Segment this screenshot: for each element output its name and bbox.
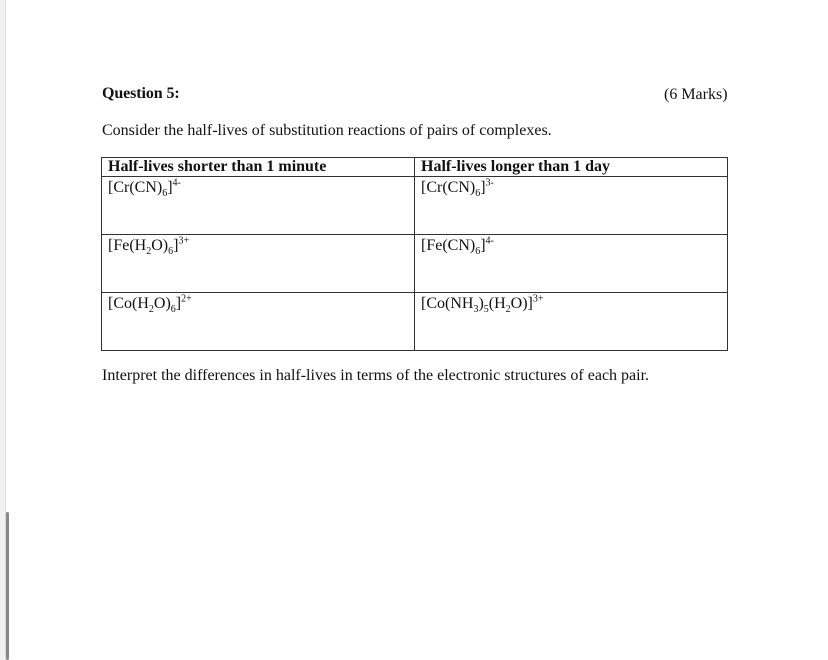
table-row <box>102 235 728 293</box>
table-row <box>102 177 728 235</box>
formula: $[Cr(CN)_6]^{4-}$ <box>108 177 181 200</box>
complex-short-fe <box>102 235 415 293</box>
formula: $[Co(NH_3)_5(H_2O)]^{3+}$ <box>421 293 544 316</box>
complex-long-co <box>415 293 728 351</box>
complex-short-co <box>102 293 415 351</box>
complexes-table <box>101 157 728 351</box>
question-title: Question 5: <box>102 85 180 102</box>
complex-short-cr <box>102 177 415 235</box>
follow-up-prompt: Interpret the differences in half-lives in terms of the electronic structures of each pair. <box>102 367 650 384</box>
header-long-half-lives: Half-lives longer than 1 day <box>415 158 728 177</box>
question-prompt: Consider the half-lives of substitution reactions of pairs of complexes. <box>102 122 552 139</box>
complex-long-cr <box>415 177 728 235</box>
formula: $[Co(H_2O)_6]^{2+}$ <box>108 293 192 316</box>
formula: $[Fe(CN)_6]^{4-}$ <box>421 235 494 258</box>
complex-long-fe <box>415 235 728 293</box>
table-row <box>102 293 728 351</box>
formula: $[Fe(H_2O)_6]^{3+}$ <box>108 235 190 258</box>
marks-label: (6 Marks) <box>664 86 728 103</box>
table-header-row <box>102 158 728 177</box>
scrollbar[interactable] <box>6 512 9 660</box>
formula: $[Cr(CN)_6]^{3-}$ <box>421 177 494 200</box>
header-short-half-lives: Half-lives shorter than 1 minute <box>102 158 415 177</box>
